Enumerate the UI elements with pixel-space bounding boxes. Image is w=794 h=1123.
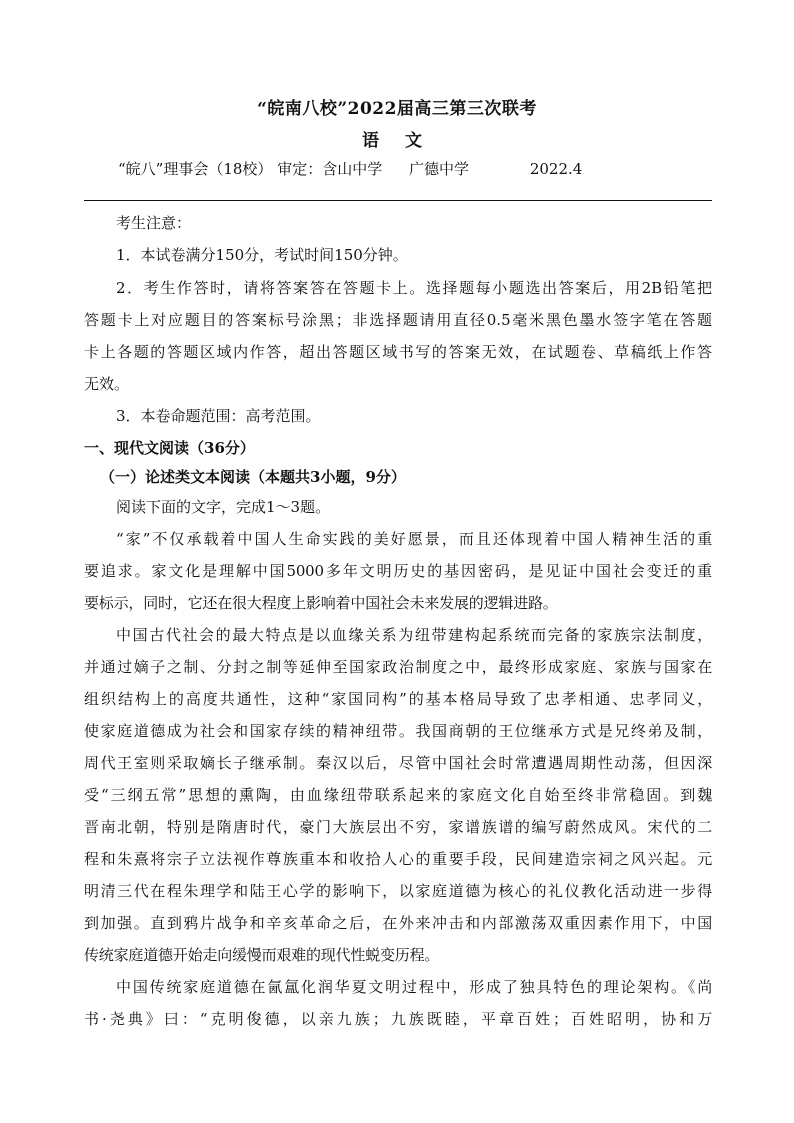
- passage-p2-line-4: 使家庭道德成为社会和国家存续的精神纽带。我国商朝的王位继承方式是兄终弟及制，: [84, 722, 712, 740]
- school2-label: 广德中学: [409, 160, 470, 178]
- notice-heading: 考生注意：: [116, 214, 192, 232]
- passage-p2-line-8: 程和朱熹将宗子立法视作尊族重本和收拾人心的重要手段，民间建造宗祠之风兴起。元: [84, 850, 712, 868]
- passage-p2-line-9: 明清三代在程朱理学和陆王心学的影响下，以家庭道德为核心的礼仪教化活动进一步得: [84, 882, 712, 900]
- notice-item-3: 3．本卷命题范围：高考范围。: [116, 407, 321, 425]
- notice-item-2-line-1: 2．考生作答时，请将答案答在答题卡上。选择题每小题选出答案后，用2B铅笔把: [116, 279, 712, 297]
- passage-p2-line-7: 晋南北朝，特别是隋唐时代，豪门大族层出不穷，家谱族谱的编写蔚然成风。宋代的二: [84, 818, 712, 836]
- passage-p2-line-5: 周代王室则采取嫡长子继承制。秦汉以后，尽管中国社会时常遭遇周期性动荡，但因深: [84, 754, 712, 772]
- passage-p2-line-1: 中国古代社会的最大特点是以血缘关系为纽带建构起系统而完备的家族宗法制度，: [116, 626, 712, 644]
- exam-meta: [118, 158, 582, 179]
- council-label: “皖八”理事会（18校）: [118, 160, 273, 178]
- passage-p1-line-2: 要追求。家文化是理解中国5000多年文明历史的基因密码，是见证中国社会变迁的重: [84, 562, 712, 580]
- reading-instruction: 阅读下面的文字，完成1～3题。: [116, 498, 331, 516]
- notice-item-2-line-3: 卡上各题的答题区域内作答，超出答题区域书写的答案无效，在试题卷、草稿纸上作答: [84, 343, 712, 361]
- notice-item-2-line-2: 答题卡上对应题目的答案标号涂黑；非选择题请用直径0.5毫米黑色墨水签字笔在答题: [84, 311, 712, 329]
- passage-p2-line-6: 受“三纲五常”思想的熏陶，由血缘纽带联系起来的家庭文化自始至终非常稳固。到魏: [84, 786, 712, 804]
- passage-p2-line-3: 组织结构上的高度共通性，这种“家国同构”的基本格局导致了忠孝相通、忠孝同义，: [84, 690, 712, 708]
- passage-p2-line-11: 传统家庭道德开始走向缓慢而艰难的现代性蜕变历程。: [84, 946, 440, 964]
- passage-p1-line-1: “家”不仅承载着中国人生命实践的美好愿景，而且还体现着中国人精神生活的重: [116, 530, 712, 548]
- notice-item-1: 1．本试卷满分150分，考试时间150分钟。: [116, 246, 408, 264]
- passage-p1-line-3: 要标示，同时，它还在很大程度上影响着中国社会未来发展的逻辑进路。: [84, 594, 558, 612]
- exam-subject: 语 文: [362, 131, 432, 151]
- header-divider: [84, 200, 712, 201]
- passage-p2-line-10: 到加强。直到鸦片战争和辛亥革命之后，在外来冲击和内部激荡双重因素作用下，中国: [84, 914, 712, 932]
- exam-date: 2022.4: [529, 160, 583, 178]
- section-heading: 一、现代文阅读（36分）: [84, 439, 255, 457]
- subsection-heading: （一）论述类文本阅读（本题共3小题，9分）: [100, 468, 406, 486]
- passage-p3-line-1: 中国传统家庭道德在氤氲化润华夏文明过程中，形成了独具特色的理论架构。《尚: [116, 978, 712, 996]
- notice-item-2-line-4: 无效。: [84, 375, 130, 393]
- passage-p2-line-2: 并通过嫡子之制、分封之制等延伸至国家政治制度之中，最终形成家庭、家族与国家在: [84, 658, 712, 676]
- reviewers-label: 审定：含山中学: [277, 160, 383, 178]
- exam-title: “皖南八校”2022届高三第三次联考: [257, 99, 537, 119]
- passage-p3-line-2: 书·尧典》曰：“克明俊德，以亲九族；九族既睦，平章百姓；百姓昭明，协和万: [84, 1010, 712, 1028]
